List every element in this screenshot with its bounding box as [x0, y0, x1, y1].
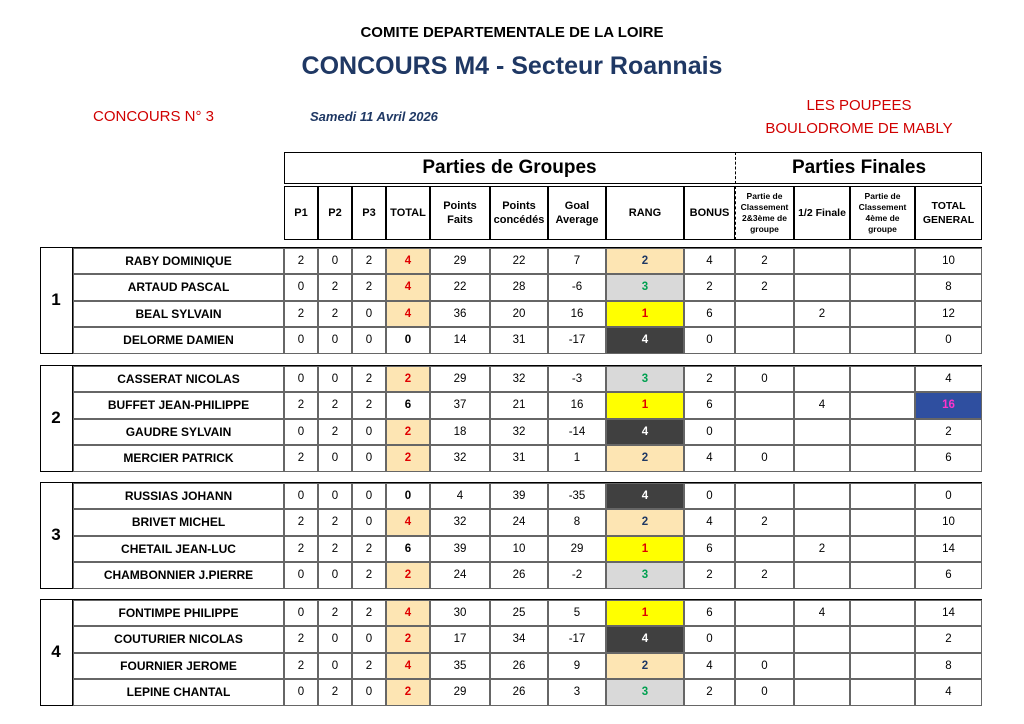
player-name: CHETAIL JEAN-LUC — [73, 536, 284, 562]
goal-average-cell: 16 — [548, 301, 606, 327]
p2-cell: 2 — [318, 419, 352, 445]
classement-4-cell — [850, 536, 915, 562]
goal-average-cell: -6 — [548, 274, 606, 300]
group-number: 2 — [40, 365, 73, 472]
p3-cell: 0 — [352, 419, 386, 445]
points-faits-cell: 30 — [430, 600, 490, 626]
p1-cell: 0 — [284, 562, 318, 588]
goal-average-cell: 3 — [548, 679, 606, 705]
p1-cell: 0 — [284, 419, 318, 445]
player-name: GAUDRE SYLVAIN — [73, 419, 284, 445]
p1-cell: 2 — [284, 392, 318, 418]
points-faits-cell: 29 — [430, 248, 490, 274]
points-faits-cell: 36 — [430, 301, 490, 327]
points-faits-cell: 24 — [430, 562, 490, 588]
player-name: RABY DOMINIQUE — [73, 248, 284, 274]
p2-cell: 0 — [318, 327, 352, 353]
p1-cell: 0 — [284, 483, 318, 509]
demi-finale-cell — [794, 562, 850, 588]
p3-cell: 2 — [352, 600, 386, 626]
col-header-rang: RANG — [606, 186, 684, 240]
demi-finale-cell — [794, 366, 850, 392]
total-cell: 6 — [386, 392, 430, 418]
points-concedes-cell: 34 — [490, 626, 548, 652]
points-faits-cell: 35 — [430, 653, 490, 679]
p1-cell: 0 — [284, 679, 318, 705]
total-general-cell: 10 — [915, 248, 982, 274]
points-concedes-cell: 26 — [490, 562, 548, 588]
goal-average-cell: 16 — [548, 392, 606, 418]
goal-average-cell: 8 — [548, 509, 606, 535]
player-name: BUFFET JEAN-PHILIPPE — [73, 392, 284, 418]
demi-finale-cell — [794, 653, 850, 679]
classement-2-3-cell — [735, 483, 794, 509]
bonus-cell: 6 — [684, 392, 735, 418]
p3-cell: 0 — [352, 483, 386, 509]
bonus-cell: 4 — [684, 509, 735, 535]
points-concedes-cell: 22 — [490, 248, 548, 274]
p1-cell: 2 — [284, 509, 318, 535]
classement-2-3-cell: 2 — [735, 509, 794, 535]
points-concedes-cell: 39 — [490, 483, 548, 509]
goal-average-cell: 5 — [548, 600, 606, 626]
total-general-cell: 8 — [915, 653, 982, 679]
total-general-cell: 8 — [915, 274, 982, 300]
rank-cell: 2 — [606, 509, 684, 535]
col-header-goal-average: Goal Average — [548, 186, 606, 240]
section-groups-title: Parties de Groupes — [422, 157, 597, 178]
classement-2-3-cell: 0 — [735, 366, 794, 392]
col-header-classement-4: Partie de Classement 4ème de groupe — [850, 186, 915, 240]
goal-average-cell: -3 — [548, 366, 606, 392]
p2-cell: 0 — [318, 445, 352, 471]
demi-finale-cell: 4 — [794, 600, 850, 626]
total-general-cell: 6 — [915, 445, 982, 471]
total-general-cell: 12 — [915, 301, 982, 327]
total-cell: 0 — [386, 483, 430, 509]
points-faits-cell: 4 — [430, 483, 490, 509]
p3-cell: 2 — [352, 248, 386, 274]
rank-cell: 4 — [606, 419, 684, 445]
classement-2-3-cell: 2 — [735, 274, 794, 300]
total-cell: 4 — [386, 600, 430, 626]
points-faits-cell: 39 — [430, 536, 490, 562]
total-cell: 0 — [386, 327, 430, 353]
bonus-cell: 2 — [684, 562, 735, 588]
rank-cell: 2 — [606, 248, 684, 274]
p3-cell: 2 — [352, 392, 386, 418]
p2-cell: 0 — [318, 248, 352, 274]
points-concedes-cell: 25 — [490, 600, 548, 626]
col-header-p2: P2 — [318, 186, 352, 240]
total-cell: 6 — [386, 536, 430, 562]
points-concedes-cell: 28 — [490, 274, 548, 300]
classement-2-3-cell: 2 — [735, 248, 794, 274]
points-concedes-cell: 31 — [490, 327, 548, 353]
classement-2-3-cell: 2 — [735, 562, 794, 588]
total-cell: 4 — [386, 653, 430, 679]
classement-4-cell — [850, 483, 915, 509]
bonus-cell: 0 — [684, 419, 735, 445]
col-header-points-concedes: Points concédés — [490, 186, 548, 240]
goal-average-cell: 29 — [548, 536, 606, 562]
demi-finale-cell: 2 — [794, 536, 850, 562]
total-cell: 2 — [386, 445, 430, 471]
classement-4-cell — [850, 248, 915, 274]
p3-cell: 0 — [352, 445, 386, 471]
player-name: DELORME DAMIEN — [73, 327, 284, 353]
bonus-cell: 4 — [684, 248, 735, 274]
p1-cell: 2 — [284, 301, 318, 327]
total-cell: 4 — [386, 301, 430, 327]
points-concedes-cell: 32 — [490, 366, 548, 392]
rank-cell: 2 — [606, 445, 684, 471]
col-header-p3: P3 — [352, 186, 386, 240]
p3-cell: 2 — [352, 562, 386, 588]
goal-average-cell: 9 — [548, 653, 606, 679]
bonus-cell: 0 — [684, 483, 735, 509]
p1-cell: 0 — [284, 274, 318, 300]
p3-cell: 2 — [352, 653, 386, 679]
goal-average-cell: -2 — [548, 562, 606, 588]
demi-finale-cell — [794, 274, 850, 300]
rank-cell: 3 — [606, 366, 684, 392]
points-faits-cell: 22 — [430, 274, 490, 300]
points-concedes-cell: 26 — [490, 653, 548, 679]
rank-cell: 3 — [606, 274, 684, 300]
total-general-cell: 0 — [915, 483, 982, 509]
p1-cell: 2 — [284, 536, 318, 562]
goal-average-cell: 7 — [548, 248, 606, 274]
bonus-cell: 0 — [684, 327, 735, 353]
player-name: FONTIMPE PHILIPPE — [73, 600, 284, 626]
total-general-cell: 2 — [915, 419, 982, 445]
p2-cell: 2 — [318, 509, 352, 535]
points-concedes-cell: 21 — [490, 392, 548, 418]
total-cell: 2 — [386, 626, 430, 652]
p3-cell: 0 — [352, 509, 386, 535]
p2-cell: 0 — [318, 483, 352, 509]
total-general-cell: 14 — [915, 600, 982, 626]
rank-cell: 3 — [606, 562, 684, 588]
bonus-cell: 2 — [684, 274, 735, 300]
points-concedes-cell: 10 — [490, 536, 548, 562]
group-number: 3 — [40, 482, 73, 589]
classement-2-3-cell — [735, 600, 794, 626]
rank-cell: 1 — [606, 392, 684, 418]
rank-cell: 1 — [606, 301, 684, 327]
p2-cell: 2 — [318, 536, 352, 562]
points-concedes-cell: 20 — [490, 301, 548, 327]
col-header-classement-2-3: Partie de Classement 2&3ème de groupe — [735, 186, 794, 240]
p1-cell: 0 — [284, 366, 318, 392]
p3-cell: 0 — [352, 626, 386, 652]
p1-cell: 2 — [284, 653, 318, 679]
player-name: MERCIER PATRICK — [73, 445, 284, 471]
p3-cell: 0 — [352, 301, 386, 327]
p2-cell: 0 — [318, 653, 352, 679]
points-faits-cell: 32 — [430, 445, 490, 471]
p2-cell: 2 — [318, 600, 352, 626]
classement-2-3-cell: 0 — [735, 653, 794, 679]
rank-cell: 2 — [606, 653, 684, 679]
total-general-cell: 4 — [915, 366, 982, 392]
points-concedes-cell: 26 — [490, 679, 548, 705]
goal-average-cell: -17 — [548, 626, 606, 652]
demi-finale-cell — [794, 248, 850, 274]
player-name: LEPINE CHANTAL — [73, 679, 284, 705]
p1-cell: 0 — [284, 327, 318, 353]
points-concedes-cell: 31 — [490, 445, 548, 471]
bonus-cell: 6 — [684, 536, 735, 562]
p1-cell: 0 — [284, 600, 318, 626]
goal-average-cell: -14 — [548, 419, 606, 445]
classement-4-cell — [850, 392, 915, 418]
classement-4-cell — [850, 274, 915, 300]
bonus-cell: 6 — [684, 301, 735, 327]
location-name: LES POUPEES — [806, 97, 912, 114]
bonus-cell: 0 — [684, 626, 735, 652]
total-general-cell: 2 — [915, 626, 982, 652]
classement-4-cell — [850, 327, 915, 353]
bonus-cell: 4 — [684, 445, 735, 471]
bonus-cell: 2 — [684, 679, 735, 705]
total-general-cell: 0 — [915, 327, 982, 353]
p2-cell: 0 — [318, 562, 352, 588]
demi-finale-cell — [794, 509, 850, 535]
player-name: BRIVET MICHEL — [73, 509, 284, 535]
rank-cell: 4 — [606, 327, 684, 353]
rank-cell: 4 — [606, 626, 684, 652]
total-cell: 4 — [386, 274, 430, 300]
demi-finale-cell — [794, 419, 850, 445]
col-header-demi-finale: 1/2 Finale — [794, 186, 850, 240]
classement-4-cell — [850, 562, 915, 588]
demi-finale-cell — [794, 483, 850, 509]
player-name: RUSSIAS JOHANN — [73, 483, 284, 509]
p2-cell: 2 — [318, 392, 352, 418]
col-header-points-faits: Points Faits — [430, 186, 490, 240]
section-finals-title: Parties Finales — [791, 157, 927, 178]
points-concedes-cell: 24 — [490, 509, 548, 535]
goal-average-cell: -35 — [548, 483, 606, 509]
page-title: CONCOURS M4 - Secteur Roannais — [301, 52, 723, 80]
classement-4-cell — [850, 653, 915, 679]
classement-2-3-cell — [735, 419, 794, 445]
total-general-cell: 16 — [915, 392, 982, 418]
points-faits-cell: 18 — [430, 419, 490, 445]
p2-cell: 2 — [318, 274, 352, 300]
points-faits-cell: 14 — [430, 327, 490, 353]
demi-finale-cell — [794, 679, 850, 705]
p1-cell: 2 — [284, 445, 318, 471]
p1-cell: 2 — [284, 248, 318, 274]
demi-finale-cell — [794, 626, 850, 652]
col-header-bonus: BONUS — [684, 186, 735, 240]
points-concedes-cell: 32 — [490, 419, 548, 445]
classement-2-3-cell — [735, 392, 794, 418]
classement-4-cell — [850, 600, 915, 626]
rank-cell: 4 — [606, 483, 684, 509]
bonus-cell: 2 — [684, 366, 735, 392]
p3-cell: 2 — [352, 274, 386, 300]
p2-cell: 2 — [318, 679, 352, 705]
col-header-total-general: TOTAL GENERAL — [915, 186, 982, 240]
classement-2-3-cell — [735, 301, 794, 327]
total-general-cell: 10 — [915, 509, 982, 535]
demi-finale-cell: 2 — [794, 301, 850, 327]
p3-cell: 0 — [352, 679, 386, 705]
p3-cell: 0 — [352, 327, 386, 353]
p3-cell: 2 — [352, 536, 386, 562]
goal-average-cell: -17 — [548, 327, 606, 353]
classement-4-cell — [850, 445, 915, 471]
organization-title: COMITE DEPARTEMENTALE DE LA LOIRE — [360, 24, 664, 41]
total-cell: 4 — [386, 509, 430, 535]
classement-2-3-cell: 0 — [735, 445, 794, 471]
rank-cell: 1 — [606, 600, 684, 626]
demi-finale-cell: 4 — [794, 392, 850, 418]
location-venue: BOULODROME DE MABLY — [765, 120, 953, 137]
contest-date: Samedi 11 Avril 2026 — [310, 109, 438, 124]
col-header-p1: P1 — [284, 186, 318, 240]
rank-cell: 1 — [606, 536, 684, 562]
total-cell: 2 — [386, 679, 430, 705]
classement-2-3-cell — [735, 327, 794, 353]
player-name: ARTAUD PASCAL — [73, 274, 284, 300]
classement-2-3-cell — [735, 626, 794, 652]
classement-4-cell — [850, 626, 915, 652]
total-general-cell: 14 — [915, 536, 982, 562]
rank-cell: 3 — [606, 679, 684, 705]
points-faits-cell: 37 — [430, 392, 490, 418]
p1-cell: 2 — [284, 626, 318, 652]
group-number: 4 — [40, 599, 73, 706]
classement-4-cell — [850, 301, 915, 327]
points-faits-cell: 29 — [430, 679, 490, 705]
classement-2-3-cell: 0 — [735, 679, 794, 705]
player-name: CHAMBONNIER J.PIERRE — [73, 562, 284, 588]
classement-4-cell — [850, 509, 915, 535]
total-cell: 4 — [386, 248, 430, 274]
points-faits-cell: 32 — [430, 509, 490, 535]
contest-number: CONCOURS N° 3 — [93, 108, 215, 125]
total-general-cell: 4 — [915, 679, 982, 705]
demi-finale-cell — [794, 327, 850, 353]
bonus-cell: 6 — [684, 600, 735, 626]
demi-finale-cell — [794, 445, 850, 471]
bonus-cell: 4 — [684, 653, 735, 679]
player-name: FOURNIER JEROME — [73, 653, 284, 679]
points-faits-cell: 29 — [430, 366, 490, 392]
total-cell: 2 — [386, 366, 430, 392]
p2-cell: 0 — [318, 626, 352, 652]
points-faits-cell: 17 — [430, 626, 490, 652]
p2-cell: 2 — [318, 301, 352, 327]
classement-4-cell — [850, 419, 915, 445]
total-cell: 2 — [386, 562, 430, 588]
p2-cell: 0 — [318, 366, 352, 392]
classement-2-3-cell — [735, 536, 794, 562]
p3-cell: 2 — [352, 366, 386, 392]
player-name: BEAL SYLVAIN — [73, 301, 284, 327]
player-name: CASSERAT NICOLAS — [73, 366, 284, 392]
group-number: 1 — [40, 247, 73, 354]
total-cell: 2 — [386, 419, 430, 445]
col-header-total: TOTAL — [386, 186, 430, 240]
classement-4-cell — [850, 679, 915, 705]
goal-average-cell: 1 — [548, 445, 606, 471]
total-general-cell: 6 — [915, 562, 982, 588]
classement-4-cell — [850, 366, 915, 392]
player-name: COUTURIER NICOLAS — [73, 626, 284, 652]
